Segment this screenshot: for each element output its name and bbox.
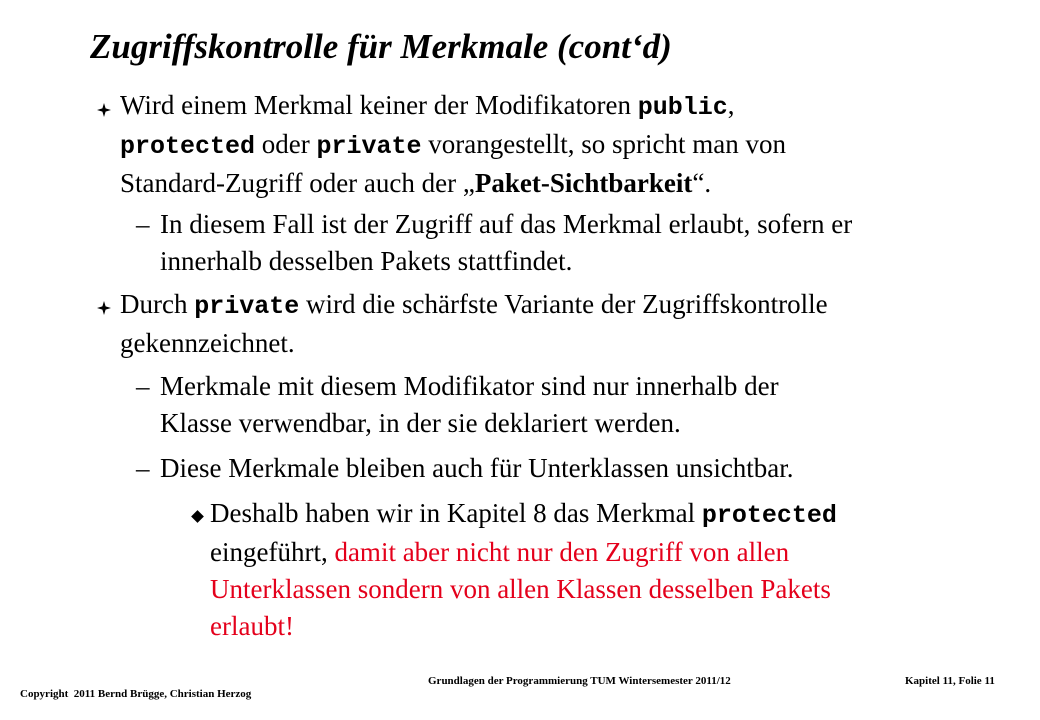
text: Klasse verwendbar, in der sie deklariert werden. — [160, 408, 681, 438]
text: Merkmale mit diesem Modifikator sind nur innerhalb der — [160, 371, 779, 401]
bullet-1 — [120, 87, 1020, 202]
slide-title: Zugriffskontrolle für Merkmale (cont‘d) — [90, 27, 672, 66]
dash-bullet: – — [136, 371, 150, 401]
text: vorangestellt, so spricht man von — [421, 129, 786, 159]
code-private: private — [194, 292, 300, 321]
highlighted-text: Unterklassen sondern von allen Klassen desselben Pakets — [210, 574, 831, 604]
bullet-2-sub-2 — [160, 450, 1020, 487]
text: oder — [255, 129, 317, 159]
text: Diese Merkmale bleiben auch für Unterklassen unsichtbar. — [160, 453, 794, 483]
code-private: private — [316, 132, 422, 161]
text: gekennzeichnet. — [120, 328, 295, 358]
square-bullet-icon — [191, 510, 204, 523]
diamond-bullet-icon — [97, 103, 111, 117]
footer-course: Grundlagen der Programmierung TUM Wintersemester 2011/12 — [428, 675, 731, 687]
text: innerhalb desselben Pakets stattfindet. — [160, 246, 573, 276]
footer-copyright — [20, 688, 251, 701]
bullet-2 — [120, 286, 1020, 362]
dash-bullet: – — [136, 209, 150, 239]
text: Standard-Zugriff oder auch der „ — [120, 168, 475, 198]
code-protected: protected — [701, 501, 837, 530]
text: Wird einem Merkmal keiner der Modifikatoren — [120, 90, 638, 120]
text: eingeführt, — [210, 537, 335, 567]
code-protected: protected — [120, 132, 256, 161]
highlighted-text: damit aber nicht nur den Zugriff von allen — [334, 537, 790, 567]
text: wird die schärfste Variante der Zugriffskontrolle — [299, 289, 828, 319]
diamond-bullet-icon — [97, 301, 111, 315]
text: In diesem Fall ist der Zugriff auf das Merkmal erlaubt, sofern er — [160, 209, 853, 239]
highlighted-text: erlaubt! — [210, 611, 294, 641]
copyright-label: Copyright — [20, 688, 69, 700]
text: Durch — [120, 289, 195, 319]
footer-slide-number: Kapitel 11, Folie 11 — [905, 675, 995, 687]
dash-bullet: – — [136, 453, 150, 483]
bold-term: Paket-Sichtbarkeit — [474, 168, 693, 198]
bullet-1-sub — [160, 206, 1020, 280]
code-public: public — [637, 93, 728, 122]
copyright-text: 2011 Bernd Brügge, Christian Herzog — [73, 688, 252, 700]
text: , — [727, 90, 735, 120]
bullet-2-sub-1 — [160, 368, 1020, 442]
text: “. — [692, 168, 712, 198]
bullet-2-sub-2-sub — [210, 495, 1020, 645]
text: Deshalb haben wir in Kapitel 8 das Merkmal — [210, 498, 702, 528]
